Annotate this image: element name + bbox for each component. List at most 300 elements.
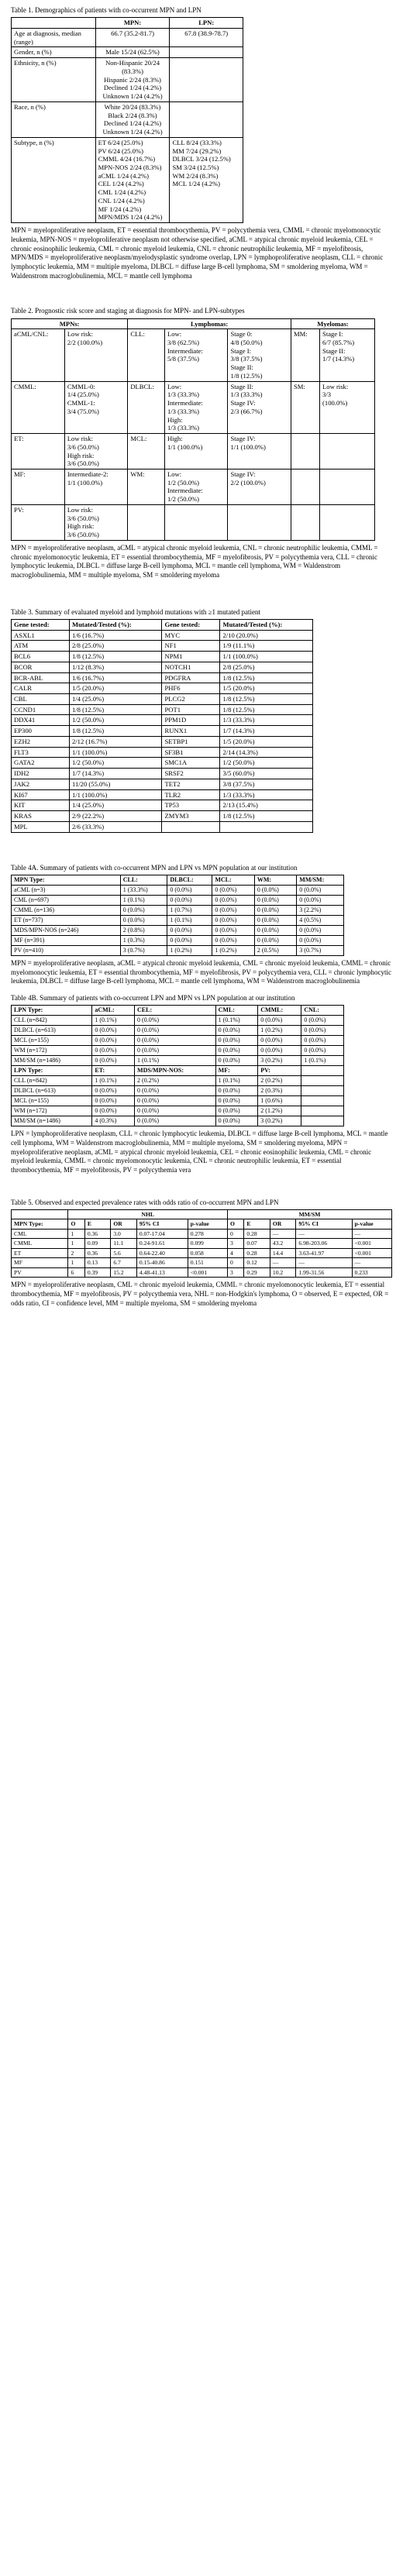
table-cell: KRAS (12, 811, 70, 822)
table-cell: 1/5 (20.0%) (220, 736, 313, 747)
table-cell: 1 (0.1%) (92, 1076, 135, 1086)
table-cell: 0 (0.0%) (167, 885, 212, 895)
table-row (12, 381, 375, 433)
table-cell: 0.36 (84, 1248, 111, 1257)
table-row (12, 672, 313, 683)
table-row (12, 1106, 344, 1116)
table-cell: 2 (0.5%) (254, 945, 296, 955)
table-cell: CBL (12, 694, 70, 705)
table-4a-notes: MPN = myeloproliferative neoplasm, aCML = atypical chronic myeloid leukemia, CML = chronic myeloid leukemia, CMML = chronic myelomonocytic leukemia, ET = essential thrombocythemia, MF = myelofibrosis, PV = polycythemia vera, CLL = chronic lymphocytic leukemia, DLBCL = diffuse large B-cell lymphoma, MCL = mantle cell lymphoma, WM = Waldenstrom macroglobulinemia (11, 958, 392, 985)
table-header-cell: CNL: (301, 1006, 344, 1016)
table-header-cell: MCL: (212, 875, 254, 885)
table-header-cell: LPN Type: (12, 1066, 92, 1076)
table-cell: MF (n=391) (12, 935, 121, 945)
table-cell: 15.2 (111, 1267, 137, 1277)
table-cell: 1 (0.6%) (258, 1096, 301, 1106)
table-row (12, 1016, 344, 1026)
table-cell: TP53 (162, 800, 220, 811)
table-cell: aCML/CNL: (12, 329, 65, 381)
table-cell: EZH2 (12, 736, 70, 747)
table-cell: 1/5 (20.0%) (220, 683, 313, 694)
table-cell: MCL (n=155) (12, 1036, 92, 1046)
table-cell: BCR-ABL (12, 672, 70, 683)
table-cell (291, 434, 320, 469)
table-cell: — (352, 1258, 391, 1267)
table-cell: 2 (0.2%) (258, 1076, 301, 1086)
table-4b-caption: Table 4B. Summary of patients with co-occurrent LPN and MPN vs LPN population at our institution (11, 993, 295, 1002)
table-cell: 0 (0.0%) (297, 885, 344, 895)
table-cell: Non-Hispanic 20/24 (83.3%) Hispanic 2/24 (8.3%) Declined 1/24 (4.2%) Unknown 1/24 (4.2%) (95, 58, 170, 102)
table-cell: 0 (0.0%) (135, 1116, 216, 1126)
table-cell: 5.6 (111, 1248, 137, 1257)
table-row (12, 905, 344, 915)
table-header-cell: MM/SM: (297, 875, 344, 885)
table-cell: aCML (n=3) (12, 885, 121, 895)
table-header-row (12, 318, 375, 329)
table-row (12, 895, 344, 905)
table-cell: 0 (0.0%) (167, 895, 212, 905)
table-cell: 0 (0.0%) (215, 1106, 258, 1116)
table-cell: 3 (228, 1239, 244, 1248)
table-cell: CLL 8/24 (33.3%) MM 7/24 (29.2%) DLBCL 3/24 (12.5%) SM 3/24 (12.5%) WM 2/24 (8.3%) MCL 1/24 (4.2%) (170, 137, 243, 222)
table-cell: Low risk: 3/3 (100.0%) (320, 381, 375, 433)
table-cell: 0 (0.0%) (215, 1116, 258, 1126)
table-cell: 1/2 (50.0%) (70, 758, 162, 769)
table-cell: CALR (12, 683, 70, 694)
table-cell: 0.15-40.86 (136, 1258, 188, 1267)
table-cell: SETBP1 (162, 736, 220, 747)
table-cell: Low: 3/8 (62.5%) Intermediate: 5/8 (37.5%) (164, 329, 228, 381)
table-header-cell: O (68, 1219, 84, 1229)
table-cell (301, 1076, 344, 1086)
table-cell: Low risk: 2/2 (100.0%) (64, 329, 128, 381)
table-cell: Stage I: 6/7 (85.7%) Stage II: 1/7 (14.3%) (320, 329, 375, 381)
table-cell: 0.36 (84, 1229, 111, 1238)
table-row (12, 726, 313, 737)
table-cell: 0 (0.0%) (215, 1086, 258, 1096)
table-cell: — (270, 1258, 296, 1267)
table-cell: Low risk: 3/6 (50.0%) High risk: 3/6 (50.0%) (64, 504, 128, 540)
table-2 (11, 318, 375, 541)
table-cell: ASXL1 (12, 630, 70, 641)
table-cell: 4 (0.5%) (297, 915, 344, 925)
table-cell: 2/14 (14.3%) (220, 747, 313, 758)
table-cell: 1 (0.1%) (215, 1016, 258, 1026)
table-5-block (11, 1199, 392, 1309)
table-cell: NPM1 (162, 652, 220, 662)
table-cell: ET (n=737) (12, 915, 121, 925)
table-cell: 0 (0.0%) (92, 1056, 135, 1066)
table-cell: 2 (0.8%) (120, 925, 167, 935)
table-header-cell: Mutated/Tested (%): (70, 619, 162, 630)
table-cell: CML (12, 1229, 68, 1238)
table-cell: 2 (0.2%) (135, 1076, 216, 1086)
table-cell: 0 (0.0%) (254, 885, 296, 895)
table-cell: Stage 0: 4/8 (50.0%) Stage I: 3/8 (37.5%) Stage II: 1/8 (12.5%) (228, 329, 291, 381)
table-cell: 0.28 (244, 1229, 270, 1238)
table-cell: CML (n=697) (12, 895, 121, 905)
table-cell: 0.24-91.61 (136, 1239, 188, 1248)
table-cell: 0 (0.0%) (92, 1106, 135, 1116)
table-3-block (11, 608, 392, 833)
table-row (12, 769, 313, 779)
table-header-cell: E (84, 1219, 111, 1229)
table-cell: TLR2 (162, 789, 220, 800)
table-cell: 0 (0.0%) (92, 1026, 135, 1036)
table-cell: 0 (0.0%) (254, 935, 296, 945)
table-cell: 0 (0.0%) (135, 1026, 216, 1036)
table-header-cell: LPN Type: (12, 1006, 92, 1016)
table-row (12, 704, 313, 715)
table-header-cell: Myelomas: (291, 318, 375, 329)
table-cell: 11/20 (55.0%) (70, 779, 162, 789)
table-cell: 1/4 (25.0%) (70, 694, 162, 705)
table-4a-block (11, 864, 392, 986)
table-4a-body (12, 885, 344, 955)
table-cell: 4 (0.3%) (92, 1116, 135, 1126)
table-cell: TET2 (162, 779, 220, 789)
table-cell: DDX41 (12, 715, 70, 726)
table-cell: 0 (0.0%) (135, 1086, 216, 1096)
table-cell (320, 434, 375, 469)
table-cell: Stage IV: 2/2 (100.0%) (228, 469, 291, 505)
table-row (12, 779, 313, 789)
table-cell: 0 (0.0%) (135, 1046, 216, 1056)
table-header-cell: CLL: (120, 875, 167, 885)
table-cell: 0 (0.0%) (135, 1016, 216, 1026)
table-row (12, 925, 344, 935)
table-cell: FLT3 (12, 747, 70, 758)
table-cell: 0.64-22.40 (136, 1248, 188, 1257)
table-cell: <0.001 (352, 1239, 391, 1248)
table-cell: 3 (0.7%) (120, 945, 167, 955)
table-cell: 1/8 (12.5%) (70, 652, 162, 662)
table-cell: Subtype, n (%) (12, 137, 96, 222)
table-cell: DLBCL (n=613) (12, 1026, 92, 1036)
table-cell: Age at diagnosis, median (range) (12, 28, 96, 46)
table-group-header-row (12, 1209, 392, 1219)
table-cell: 1.99-31.56 (296, 1267, 352, 1277)
table-cell (301, 1096, 344, 1106)
table-cell: 6.7 (111, 1258, 137, 1267)
table-cell: EP300 (12, 726, 70, 737)
table-cell: 14.4 (270, 1248, 296, 1257)
table-3-body (12, 630, 313, 832)
table-cell: 0 (0.0%) (254, 915, 296, 925)
table-row (12, 1046, 344, 1056)
table-cell: WM (n=172) (12, 1106, 92, 1116)
table-cell (220, 821, 313, 832)
table-cell: 2 (1.2%) (258, 1106, 301, 1116)
table-header-cell: MPN Type: (12, 1219, 68, 1229)
table-cell: 3 (2.2%) (297, 905, 344, 915)
table-cell (301, 1086, 344, 1096)
table-cell: DLBCL: (128, 381, 165, 433)
table-cell: 3 (0.2%) (258, 1116, 301, 1126)
table-cell: 2 (0.3%) (258, 1086, 301, 1096)
table-cell: 1/3 (33.3%) (220, 715, 313, 726)
table-row (12, 1076, 344, 1086)
table-cell: 1 (0.3%) (120, 935, 167, 945)
table-header-row (12, 18, 243, 29)
table-cell: White 20/24 (83.3%) Black 2/24 (8.3%) Declined 1/24 (4.2%) Unknown 1/24 (4.2%) (95, 101, 170, 137)
table-cell: 1 (0.1%) (301, 1056, 344, 1066)
table-header-row (12, 1006, 344, 1016)
table-cell: 66.7 (35.2-81.7) (95, 28, 170, 46)
table-cell: IDH2 (12, 769, 70, 779)
table-row (12, 885, 344, 895)
table-cell: 1 (33.3%) (120, 885, 167, 895)
table-cell: 0.07 (244, 1239, 270, 1248)
table-row (12, 1116, 344, 1126)
table-cell: KIT (12, 800, 70, 811)
table-cell: 1/5 (20.0%) (70, 683, 162, 694)
table-cell: 3 (0.2%) (258, 1056, 301, 1066)
table-cell: POT1 (162, 704, 220, 715)
table-cell: CCND1 (12, 704, 70, 715)
table-cell: 0 (0.0%) (212, 895, 254, 905)
table-group-header-cell: MM/SM (228, 1209, 392, 1219)
table-cell: 3.63-41.97 (296, 1248, 352, 1257)
table-3-caption: Table 3. Summary of evaluated myeloid and lymphoid mutations with ≥1 mutated patient (11, 607, 260, 616)
table-header-cell: OR (111, 1219, 137, 1229)
table-cell: 1/1 (100.0%) (220, 652, 313, 662)
table-header-cell: MDS/MPN-NOS: (135, 1066, 216, 1076)
table-cell: BCOR (12, 662, 70, 672)
table-row (12, 800, 313, 811)
table-cell: PHF6 (162, 683, 220, 694)
table-header-cell: CMML: (258, 1006, 301, 1016)
table-cell: MM/SM (n=1486) (12, 1116, 92, 1126)
table-cell: 0 (0.0%) (212, 915, 254, 925)
table-cell: NOTCH1 (162, 662, 220, 672)
table-cell: 1/12 (8.3%) (70, 662, 162, 672)
table-cell: 0 (0.0%) (92, 1086, 135, 1096)
table-cell: 0 (0.0%) (167, 925, 212, 935)
table-cell (301, 1106, 344, 1116)
table-cell: 0.07-17.04 (136, 1229, 188, 1238)
table-cell: — (352, 1229, 391, 1238)
table-row (12, 811, 313, 822)
table-cell: 0 (0.0%) (301, 1026, 344, 1036)
table-cell: JAK2 (12, 779, 70, 789)
table-cell: MM: (291, 329, 320, 381)
table-cell: 67.8 (38.9-78.7) (170, 28, 243, 46)
table-cell: 1/8 (12.5%) (70, 726, 162, 737)
table-cell: MYC (162, 630, 220, 641)
table-cell: 1/6 (16.7%) (70, 630, 162, 641)
table-cell: 1 (0.2%) (212, 945, 254, 955)
table-cell: NF1 (162, 641, 220, 652)
table-cell: 4 (228, 1248, 244, 1257)
table-header-cell: MPNs: (12, 318, 128, 329)
table-5 (11, 1209, 392, 1278)
table-cell (128, 504, 165, 540)
table-header-cell: p-value (188, 1219, 227, 1229)
table-cell: 6.98-203.06 (296, 1239, 352, 1248)
table-cell: MM/SM (n=1486) (12, 1056, 92, 1066)
table-cell: Stage IV: 1/1 (100.0%) (228, 434, 291, 469)
table-cell: 1/1 (100.0%) (70, 747, 162, 758)
table-cell: 0.13 (84, 1258, 111, 1267)
table-cell: MPL (12, 821, 70, 832)
table-cell: 0.099 (188, 1239, 227, 1248)
table-cell: MDS/MPN-NOS (n=246) (12, 925, 121, 935)
table-header-cell: Gene tested: (162, 619, 220, 630)
table-cell: 0 (0.0%) (215, 1096, 258, 1106)
table-cell: SMC1A (162, 758, 220, 769)
table-header-cell: p-value (352, 1219, 391, 1229)
table-cell: 0 (0.0%) (215, 1056, 258, 1066)
table-header-cell: MPN: (95, 18, 170, 29)
table-row (12, 1267, 392, 1277)
table-5-body (12, 1229, 392, 1277)
table-5-notes: MPN = myeloproliferative neoplasm, CML = chronic myeloid leukemia, CMML = chronic myelomonocytic leukemia, ET = essential thrombocythemia, MF = myelofibrosis, PV = polycythemia vera, NHL = non-Hodgkin's lymphoma, O = observed, E = expected, OR = odds ratio, CI = confidence level, MM = multiple myeloma, SM = smoldering myeloma (11, 1281, 389, 1307)
table-cell: 1 (0.1%) (92, 1016, 135, 1026)
table-cell: 43.2 (270, 1239, 296, 1248)
table-5-caption: Table 5. Observed and expected prevalence rates with odds ratio of co-occurrent MPN and LPN (11, 1198, 279, 1206)
table-cell: 0 (0.0%) (120, 905, 167, 915)
table-cell: WM: (128, 469, 165, 505)
table-cell: 0 (0.0%) (258, 1046, 301, 1056)
table-header-row (12, 875, 344, 885)
table-cell: ET: (12, 434, 65, 469)
table-cell: 0 (0.0%) (297, 935, 344, 945)
table-header-cell: O (228, 1219, 244, 1229)
table-row (12, 1036, 344, 1046)
table-cell: 11.1 (111, 1239, 137, 1248)
table-cell: 2/8 (25.0%) (70, 641, 162, 652)
table-row (12, 694, 313, 705)
table-header-cell: 95% CI (136, 1219, 188, 1229)
table-cell: 0 (0.0%) (212, 905, 254, 915)
table-cell: — (296, 1258, 352, 1267)
table-cell: 3/5 (60.0%) (220, 769, 313, 779)
table-cell: 0 (0.0%) (297, 925, 344, 935)
table-cell: High: 1/1 (100.0%) (164, 434, 228, 469)
table-cell: 0 (0.0%) (215, 1026, 258, 1036)
table-cell: CLL: (128, 329, 165, 381)
table-header-row (12, 619, 313, 630)
table-cell: 0 (0.0%) (258, 1036, 301, 1046)
table-cell: 3 (0.7%) (297, 945, 344, 955)
table-row (12, 28, 243, 46)
table-cell: 1 (0.2%) (167, 945, 212, 955)
table-cell: ATM (12, 641, 70, 652)
table-cell: 3 (228, 1267, 244, 1277)
table-cell: 0 (0.0%) (135, 1106, 216, 1116)
table-cell: 2/12 (16.7%) (70, 736, 162, 747)
table-header-row (12, 1219, 392, 1229)
table-cell: SRSF2 (162, 769, 220, 779)
table-cell: 1 (0.1%) (167, 915, 212, 925)
table-cell: Ethnicity, n (%) (12, 58, 96, 102)
table-2-notes: MPN = myeloproliferative neoplasm, aCML = atypical chronic myeloid leukemia, CNL = chronic neutrophilic leukemia, CMML = chronic myelomonocytic leukemia, ET = essential thrombocythemia, MF = myelofibrosis, PV = polycythemia vera, CLL = chronic lymphocytic leukemia, DLBCL = diffuse large B-cell lymphoma, MCL = mantle cell lymphoma, WM = Waldenstrom macroglobulinemia, MM = multiple myeloma, SM = smoldering myeloma (11, 543, 378, 579)
table-row (12, 1086, 344, 1096)
table-cell: 0.233 (352, 1267, 391, 1277)
table-cell: GATA2 (12, 758, 70, 769)
table-cell: PPM1D (162, 715, 220, 726)
table-cell: Race, n (%) (12, 101, 96, 137)
table-cell (291, 469, 320, 505)
table-cell: MCL (n=155) (12, 1096, 92, 1106)
table-cell (164, 504, 228, 540)
table-row (12, 137, 243, 222)
table-header-cell (12, 1209, 68, 1219)
table-cell: 1 (0.2%) (258, 1026, 301, 1036)
table-group-header-cell: NHL (68, 1209, 228, 1219)
table-cell: Low risk: 3/6 (50.0%) High risk: 3/6 (50.0%) (64, 434, 128, 469)
table-row (12, 329, 375, 381)
table-row (12, 101, 243, 137)
table-2-caption: Table 2. Prognostic risk score and staging at diagnosis for MPN- and LPN-subtypes (11, 307, 245, 315)
table-header-cell (12, 18, 96, 29)
table-cell: 0 (0.0%) (301, 1016, 344, 1026)
table-cell: 1/8 (12.5%) (220, 694, 313, 705)
table-cell: 1/8 (12.5%) (220, 704, 313, 715)
table-cell: 1 (68, 1239, 84, 1248)
table-header-cell: Mutated/Tested (%): (220, 619, 313, 630)
table-cell: PV (n=410) (12, 945, 121, 955)
table-cell: MCL: (128, 434, 165, 469)
table-cell: 0 (0.0%) (212, 885, 254, 895)
table-cell (162, 821, 220, 832)
table-cell: Low: 1/3 (33.3%) Intermediate: 1/3 (33.3%) High: 1/3 (33.3%) (164, 381, 228, 433)
table-cell: 0 (0.0%) (212, 935, 254, 945)
table-cell: PV: (12, 504, 65, 540)
table-4b-body-2 (12, 1076, 344, 1126)
table-cell: 1/7 (14.3%) (220, 726, 313, 737)
table-cell: 0 (228, 1258, 244, 1267)
table-cell: ET 6/24 (25.0%) PV 6/24 (25.0%) CMML 4/24 (16.7%) MPN-NOS 2/24 (8.3%) aCML 1/24 (4.2%) CEL 1/24 (4.2%) CML 1/24 (4.2%) CNL 1/24 (4.2%) MF 1/24 (4.2%) MPN/MDS 1/24 (4.2%) (95, 137, 170, 222)
table-header-cell: Gene tested: (12, 619, 70, 630)
table-3 (11, 619, 313, 833)
table-cell: CLL (n=842) (12, 1076, 92, 1086)
table-header-cell: CML: (215, 1006, 258, 1016)
table-cell: 0.278 (188, 1229, 227, 1238)
table-row (12, 652, 313, 662)
table-header-row (12, 1066, 344, 1076)
table-cell: 0 (0.0%) (258, 1016, 301, 1026)
table-cell: 2/6 (33.3%) (70, 821, 162, 832)
table-cell: 1/9 (11.1%) (220, 641, 313, 652)
table-cell: ZMYM3 (162, 811, 220, 822)
table-cell: 0 (0.0%) (254, 905, 296, 915)
table-1 (11, 17, 243, 223)
table-row (12, 789, 313, 800)
table-cell: 0.058 (188, 1248, 227, 1257)
table-cell: 2 (68, 1248, 84, 1257)
table-cell: 2/13 (15.4%) (220, 800, 313, 811)
table-cell: CMML: (12, 381, 65, 433)
table-cell: SM: (291, 381, 320, 433)
table-row (12, 47, 243, 58)
table-header-cell: DLBCL: (167, 875, 212, 885)
table-cell: 1 (0.1%) (120, 895, 167, 905)
table-row (12, 1248, 392, 1257)
table-cell: 1/4 (25.0%) (70, 800, 162, 811)
table-cell: 0 (0.0%) (167, 935, 212, 945)
table-2-block (11, 307, 392, 580)
table-cell: Male 15/24 (62.5%) (95, 47, 170, 58)
table-cell: 4.48-41.13 (136, 1267, 188, 1277)
table-header-cell: 95% CI (296, 1219, 352, 1229)
table-cell: 0 (0.0%) (120, 915, 167, 925)
table-header-cell: ET: (92, 1066, 135, 1076)
table-cell: 1/2 (50.0%) (70, 715, 162, 726)
table-cell: BCL6 (12, 652, 70, 662)
table-row (12, 747, 313, 758)
